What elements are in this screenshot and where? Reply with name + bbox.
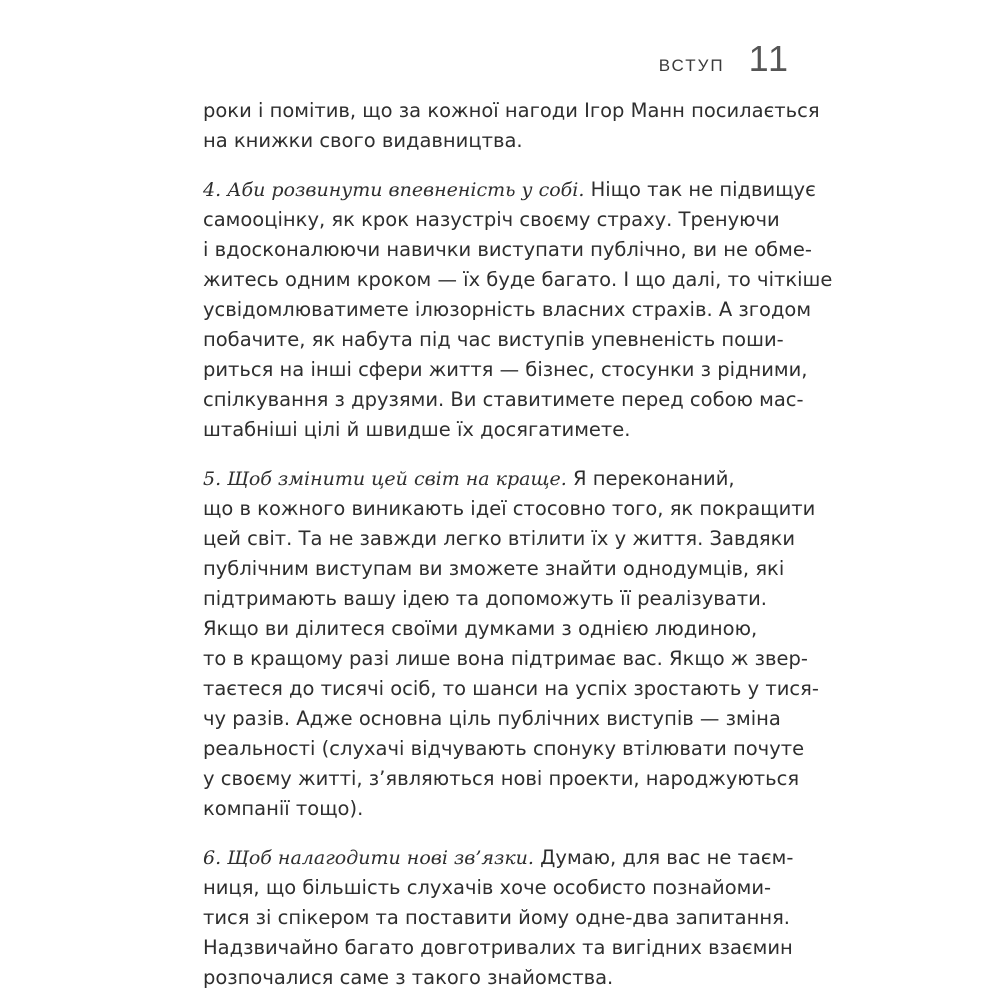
paragraph-2-line-1 [203, 175, 816, 205]
paragraph-2-line-4: житесь одним кроком — їх буде багато. І що далі, то чіткіше [203, 268, 833, 291]
paragraph-gap [203, 156, 763, 175]
paragraph-3-line-5: підтримають вашу ідею та допоможуть її реалізувати. [203, 587, 767, 610]
paragraph-1-line-1: роки і помітив, що за кожної нагоди Ігор Манн посилається [203, 99, 820, 122]
paragraph-3-line-10: реальності (слухачі відчувають спонуку втілювати почуте [203, 737, 805, 760]
paragraph-4-line-3: тися зі спікером та поставити йому одне-два запитання. [203, 906, 791, 929]
running-head [659, 38, 790, 80]
paragraph-2-line-3: і вдосконалюючи навички виступати публічно, ви не обме- [203, 238, 812, 261]
paragraph-3-line-1-text: Я переконаний, [566, 467, 735, 490]
paragraph-2-line-8: спілкування з друзями. Ви ставитимете перед собою мас- [203, 388, 804, 411]
page-number: 11 [748, 38, 790, 79]
paragraph-3-line-3: цей світ. Та не завжди легко втілити їх у життя. Завдяки [203, 527, 796, 550]
paragraph-2-lead: 4. Аби розвинути впевненість у собі. [203, 179, 585, 201]
paragraph-3-lead: 5. Щоб змінити цей світ на краще. [203, 468, 567, 490]
paragraph-3-line-6: Якщо ви ділитеся своїми думками з однією людиною, [203, 617, 758, 640]
paragraph-4-line-4: Надзвичайно багато довготривалих та вигідних взаємин [203, 936, 793, 959]
paragraph-3-line-1 [203, 464, 763, 494]
paragraph-4-line-1-text: Думаю, для вас не таєм- [533, 846, 794, 869]
paragraph-3-line-2: що в кожного виникають ідеї стосовно того, як покращити [203, 497, 816, 520]
paragraph-2-line-6: побачите, як набута під час виступів упевненість поши- [203, 328, 784, 351]
paragraph-3-line-8: таєтеся до тисячі осіб, то шанси на успіх зростають у тися- [203, 677, 819, 700]
paragraph-gap [203, 445, 763, 464]
paragraph-3-line-9: чу разів. Адже основна ціль публічних виступів — зміна [203, 707, 781, 730]
paragraph-2-line-2: самооцінку, як крок назустріч своєму страху. Тренуючи [203, 208, 780, 231]
body-text [203, 96, 833, 993]
paragraph-4-lead: 6. Щоб налагодити нові зв’язки. [203, 847, 534, 869]
paragraph-3-line-7: то в кращому разі лише вона підтримає вас. Якщо ж звер- [203, 647, 808, 670]
paragraph-2-line-9: штабніші цілі й швидше їх досягатимете. [203, 418, 631, 441]
paragraph-4-line-2: ниця, що більшість слухачів хоче особисто познайоми- [203, 876, 772, 899]
section-title: ВСТУП [658, 56, 725, 75]
paragraph-3-line-11: у своєму житті, з’являються нові проекти, народжуються [203, 767, 800, 790]
paragraph-gap [203, 824, 763, 843]
paragraph-4-line-5: розпочалися саме з такого знайомства. [203, 966, 614, 989]
paragraph-2-line-1-text: Ніщо так не підвищує [584, 178, 816, 201]
paragraph-3-line-12: компанії тощо). [203, 797, 364, 820]
paragraph-1-line-2: на книжки свого видавництва. [203, 129, 523, 152]
paragraph-2-line-5: усвідомлюватимете ілюзорність власних страхів. А згодом [203, 298, 812, 321]
paragraph-2-line-7: риться на інші сфери життя — бізнес, стосунки з рідними, [203, 358, 808, 381]
paragraph-4-line-1 [203, 843, 794, 873]
paragraph-3-line-4: публічним виступам ви зможете знайти однодумців, які [203, 557, 785, 580]
